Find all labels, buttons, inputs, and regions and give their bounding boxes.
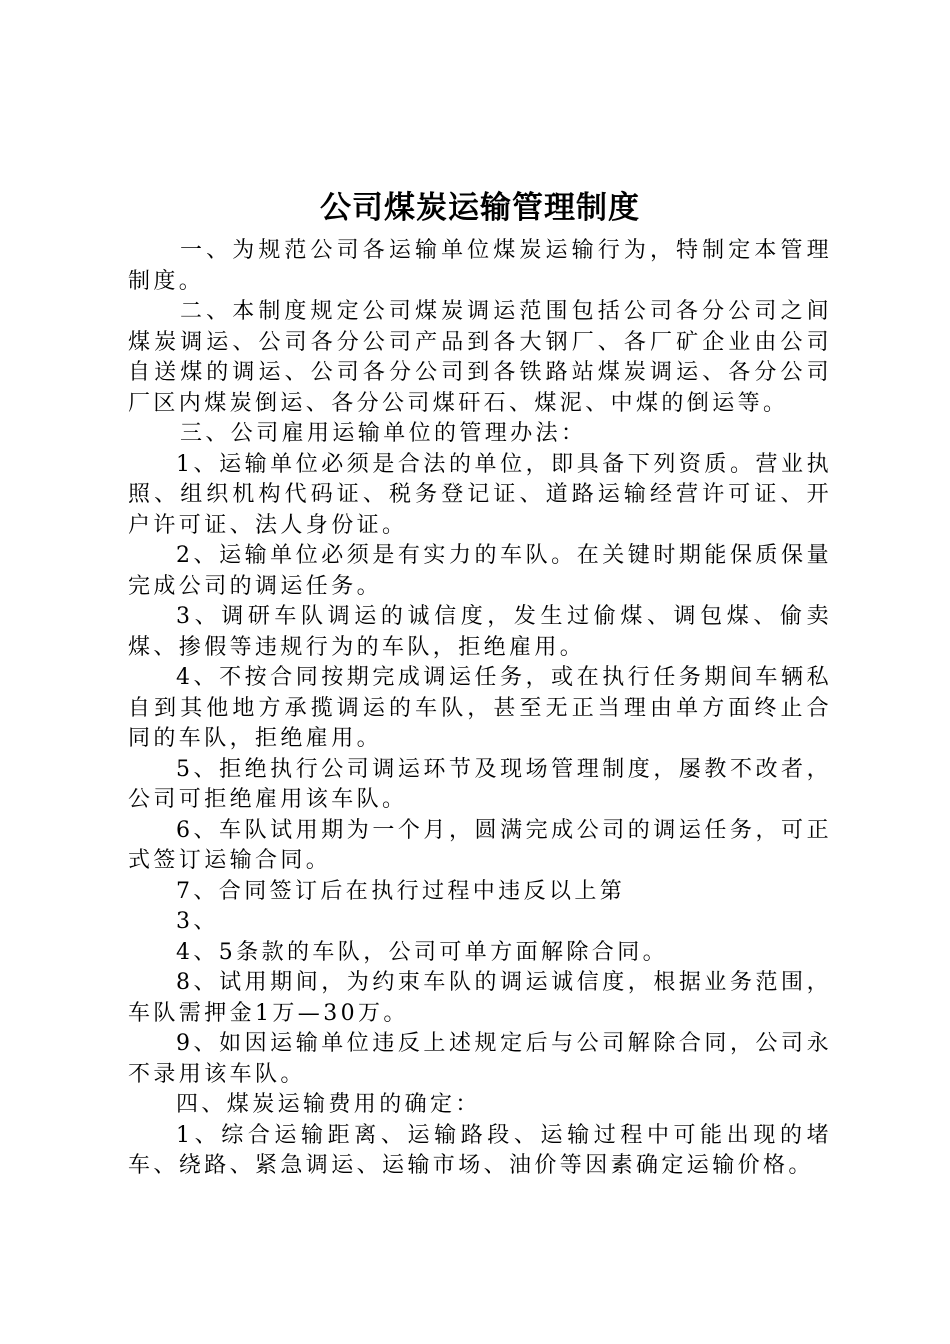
paragraph-item-9: 9、如因运输单位违反上述规定后与公司解除合同，公司永不录用该车队。 [128, 1031, 832, 1087]
paragraph-item-6: 6、车队试用期为一个月，圆满完成公司的调运任务，可正式签订运输合同。 [128, 817, 832, 873]
document-page [128, 180, 832, 1182]
paragraph-section-4-heading: 四、煤炭运输费用的确定： [176, 1092, 481, 1117]
document-title: 公司煤炭运输管理制度 [320, 190, 640, 226]
paragraph-item-4: 4、不按合同按期完成调运任务，或在执行任务期间车辆私自到其他地方承揽调运的车队，甚至无正当理由单方面终止合同的车队，拒绝雇用。 [128, 665, 832, 751]
paragraph-section-2: 二、本制度规定公司煤炭调运范围包括公司各分公司之间煤炭调运、公司各分公司产品到各大钢厂、各厂矿企业由公司自送煤的调运、公司各分公司到各铁路站煤炭调运、各分公司厂区内煤炭倒运、各分公司煤矸石、煤泥、中煤的倒运等。 [128, 299, 832, 416]
paragraph-section-3-heading: 三、公司雇用运输单位的管理办法： [180, 421, 587, 446]
paragraph-item-7-part-3: 4、5条款的车队，公司可单方面解除合同。 [176, 939, 668, 965]
paragraph-item-7-part-2: 3、 [176, 909, 219, 934]
paragraph-item-8: 8、试用期间，为约束车队的调运诚信度，根据业务范围，车队需押金1万—30万。 [128, 970, 832, 1026]
paragraph-item-7: 7、合同签订后在执行过程中违反以上第 [176, 878, 626, 904]
paragraph-item-2: 2、运输单位必须是有实力的车队。在关键时期能保质保量完成公司的调运任务。 [128, 543, 832, 599]
paragraph-item-1: 1、运输单位必须是合法的单位，即具备下列资质。营业执照、组织机构代码证、税务登记证、道路运输经营许可证、开户许可证、法人身份证。 [128, 451, 832, 538]
paragraph-section-1: 一、为规范公司各运输单位煤炭运输行为，特制定本管理制度。 [128, 238, 832, 294]
paragraph-item-5: 5、拒绝执行公司调运环节及现场管理制度，屡教不改者，公司可拒绝雇用该车队。 [128, 756, 832, 812]
paragraph-item-3: 3、调研车队调运的诚信度，发生过偷煤、调包煤、偷卖煤、掺假等违规行为的车队，拒绝雇用。 [128, 604, 832, 660]
paragraph-fee-item-1: 1、综合运输距离、运输路段、运输过程中可能出现的堵车、绕路、紧急调运、运输市场、油价等因素确定运输价格。 [128, 1122, 832, 1178]
